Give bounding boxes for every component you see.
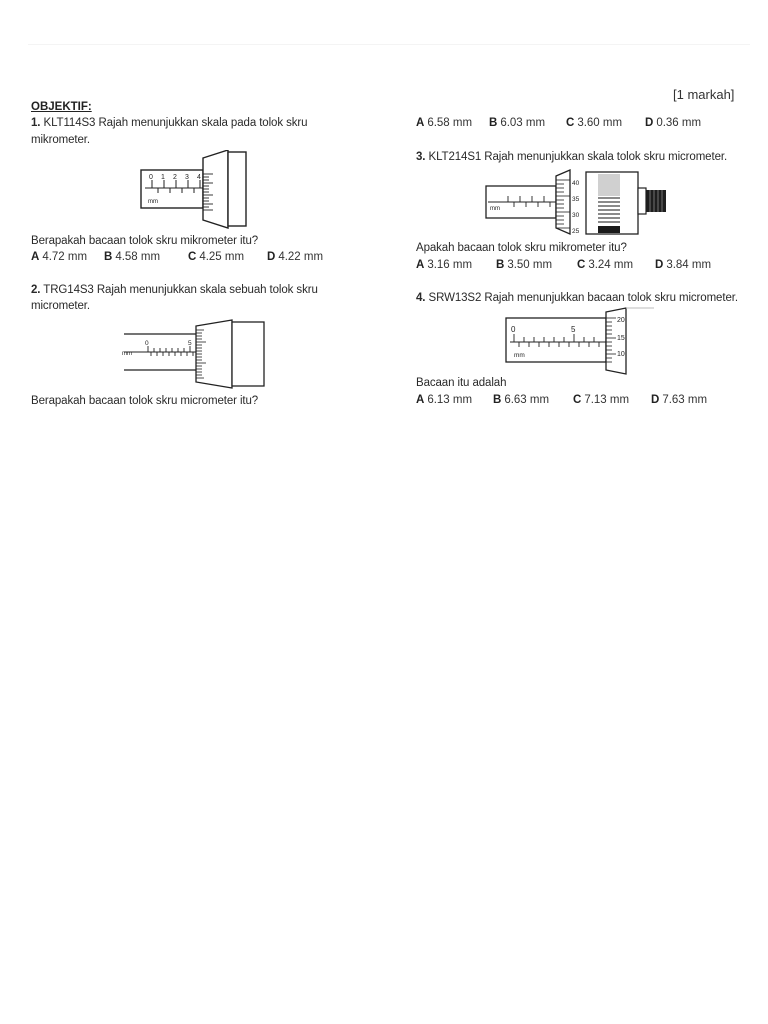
main-scale-label: 4 — [197, 174, 201, 181]
question-1-text — [31, 117, 307, 129]
unit-label: mm — [122, 351, 132, 357]
main-scale-label: 5 — [571, 325, 576, 334]
question-3-option-d[interactable]: D 3.84 mm — [655, 259, 712, 271]
thimble-label: 15 — [617, 335, 625, 342]
question-4-line1: SRW13S2 Rajah menunjukkan bacaan tolok skru micrometer. — [428, 292, 738, 304]
question-4-micrometer-figure — [504, 306, 656, 376]
thimble-label: 20 — [617, 317, 625, 324]
unit-label: mm — [490, 206, 500, 212]
question-2-option-d[interactable]: D 0.36 mm — [645, 117, 702, 129]
question-4-option-c[interactable]: C 7.13 mm — [573, 394, 630, 406]
question-3-line1: KLT214S1 Rajah menunjukkan skala tolok skru micrometer. — [428, 151, 728, 163]
question-1-micrometer-figure — [140, 150, 265, 230]
question-1-line2: mikrometer. — [31, 134, 90, 146]
question-2-line2: micrometer. — [31, 300, 90, 312]
question-3-option-b[interactable]: B 3.50 mm — [496, 259, 553, 271]
question-3-prompt: Apakah bacaan tolok skru mikrometer itu? — [416, 242, 627, 254]
question-2-micrometer-figure — [118, 318, 268, 390]
page-top-border — [28, 44, 750, 45]
question-4-number: 4. — [416, 292, 426, 304]
question-3-option-c[interactable]: C 3.24 mm — [577, 259, 634, 271]
section-heading: OBJEKTIF: — [31, 101, 92, 113]
main-scale-label: 0 — [145, 340, 149, 347]
question-1-option-d[interactable]: D 4.22 mm — [267, 251, 324, 263]
marks-label: [1 markah] — [673, 87, 735, 102]
question-3-option-a[interactable]: A 3.16 mm — [416, 259, 473, 271]
question-1-option-a[interactable]: A 4.72 mm — [31, 251, 88, 263]
question-2-option-c[interactable]: C 3.60 mm — [566, 117, 623, 129]
unit-label: mm — [514, 352, 525, 359]
thimble-label: 35 — [572, 196, 580, 203]
question-3-number: 3. — [416, 151, 426, 163]
thimble-label: 25 — [572, 228, 580, 235]
question-4-option-d[interactable]: D 7.63 mm — [651, 394, 708, 406]
question-1-option-c[interactable]: C 4.25 mm — [188, 251, 245, 263]
main-scale-label: 2 — [173, 174, 177, 181]
unit-label: mm — [148, 199, 158, 205]
question-1-line1: KLT114S3 Rajah menunjukkan skala pada tolok skru — [43, 117, 308, 129]
thimble-label: 10 — [617, 351, 625, 358]
question-1-number: 1. — [31, 117, 41, 129]
question-4-option-a[interactable]: A 6.13 mm — [416, 394, 473, 406]
main-scale-label: 5 — [188, 340, 192, 347]
main-scale-label: 1 — [161, 174, 165, 181]
thimble-label: 30 — [572, 212, 580, 219]
question-2-option-a[interactable]: A 6.58 mm — [416, 117, 473, 129]
question-2-text — [31, 284, 318, 296]
question-2-number: 2. — [31, 284, 41, 296]
question-4-text — [416, 292, 738, 304]
question-4-prompt: Bacaan itu adalah — [416, 377, 507, 389]
question-1-option-b[interactable]: B 4.58 mm — [104, 251, 161, 263]
question-3-micrometer-figure — [482, 166, 672, 238]
question-1-prompt: Berapakah bacaan tolok skru mikrometer itu? — [31, 235, 259, 247]
question-2-prompt: Berapakah bacaan tolok skru micrometer itu? — [31, 395, 259, 407]
main-scale-label: 0 — [511, 325, 516, 334]
question-2-line1: TRG14S3 Rajah menunjukkan skala sebuah tolok skru — [43, 284, 318, 296]
main-scale-label: 3 — [185, 174, 189, 181]
question-4-option-b[interactable]: B 6.63 mm — [493, 394, 550, 406]
question-3-text — [416, 151, 727, 163]
question-2-option-b[interactable]: B 6.03 mm — [489, 117, 546, 129]
thimble-label: 40 — [572, 180, 580, 187]
main-scale-label: 0 — [149, 174, 153, 181]
